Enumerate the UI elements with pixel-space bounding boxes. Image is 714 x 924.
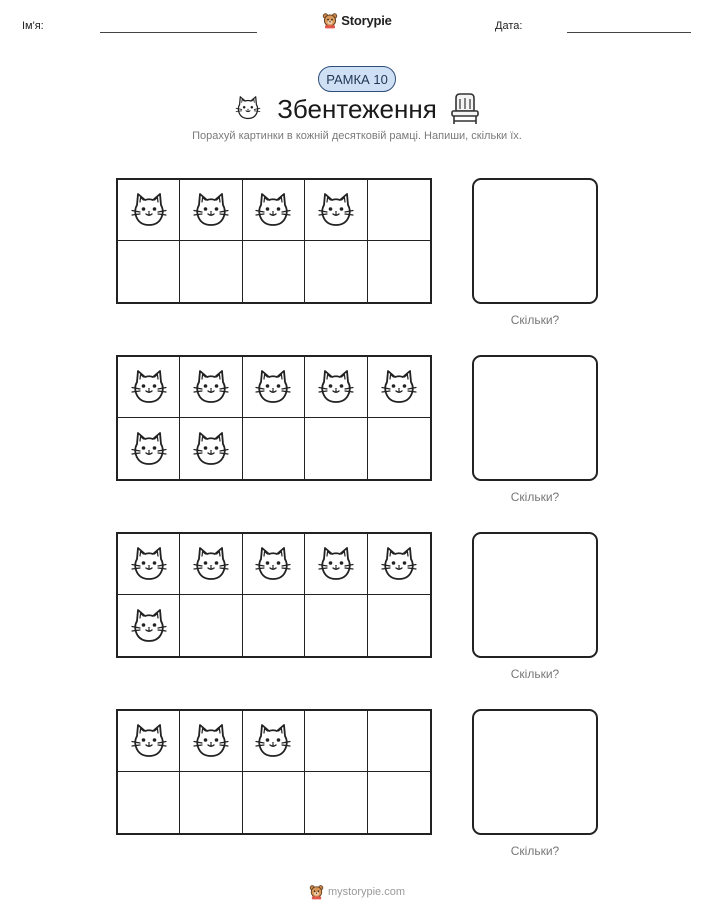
cat-face-icon — [129, 544, 169, 584]
frame-cell — [118, 595, 180, 656]
frame-cell — [368, 711, 430, 772]
frame-cell — [118, 534, 180, 595]
storypie-bear-icon — [322, 12, 338, 29]
answer-box-2[interactable] — [472, 355, 598, 481]
cat-face-icon — [379, 367, 419, 407]
frame-cell — [180, 711, 242, 772]
cat-face-icon — [253, 367, 293, 407]
cat-face-icon — [129, 190, 169, 230]
cat-face-icon — [191, 367, 231, 407]
frame-cell — [180, 534, 242, 595]
frame-cell — [118, 418, 180, 479]
cat-face-icon — [191, 429, 231, 469]
question-label-2: Скільки? — [510, 490, 560, 504]
frame-cell — [180, 241, 242, 302]
cat-face-icon — [191, 721, 231, 761]
frame-cell — [368, 241, 430, 302]
frame-cell — [305, 534, 367, 595]
brand-logo — [0, 12, 714, 29]
frame-cell — [305, 772, 367, 833]
chair-icon — [449, 92, 481, 126]
cat-face-icon — [379, 544, 419, 584]
ten-frame-3 — [116, 532, 432, 658]
frame-cell — [368, 595, 430, 656]
answer-box-1[interactable] — [472, 178, 598, 304]
page-title: Збентеження — [277, 94, 437, 124]
frame-cell — [305, 241, 367, 302]
date-write-line[interactable] — [567, 32, 691, 33]
instructions: Порахуй картинки в кожній десятковій рамці. Напиши, скільки їх. — [192, 130, 522, 142]
frame-cell — [180, 772, 242, 833]
storypie-bear-icon — [309, 884, 324, 900]
frame-cell — [180, 357, 242, 418]
name-label: Ім'я: — [22, 20, 44, 32]
frame-cell — [243, 534, 305, 595]
frame-cell — [243, 180, 305, 241]
cat-face-icon — [253, 544, 293, 584]
footer-url: mystorypie.com — [327, 886, 406, 898]
frame-type-badge: РАМКА 10 — [318, 66, 396, 92]
cat-face-icon — [253, 721, 293, 761]
frame-cell — [180, 595, 242, 656]
frame-cell — [118, 711, 180, 772]
frame-cell — [243, 418, 305, 479]
frame-cell — [118, 772, 180, 833]
cat-face-icon — [129, 606, 169, 646]
frame-cell — [368, 772, 430, 833]
frame-cell — [368, 418, 430, 479]
answer-box-4[interactable] — [472, 709, 598, 835]
cat-face-icon — [316, 544, 356, 584]
ten-frame-2 — [116, 355, 432, 481]
footer — [0, 884, 714, 900]
cat-face-icon — [191, 544, 231, 584]
cat-face-icon — [316, 190, 356, 230]
frame-cell — [118, 241, 180, 302]
date-label: Дата: — [495, 20, 523, 32]
cat-face-icon — [191, 190, 231, 230]
frame-cell — [180, 180, 242, 241]
frame-cell — [305, 357, 367, 418]
frame-cell — [243, 772, 305, 833]
frame-cell — [305, 180, 367, 241]
frame-cell — [305, 595, 367, 656]
ten-frame-4 — [116, 709, 432, 835]
frame-cell — [243, 357, 305, 418]
frame-cell — [243, 711, 305, 772]
cat-face-icon — [253, 190, 293, 230]
question-label-3: Скільки? — [510, 667, 560, 681]
question-label-4: Скільки? — [510, 844, 560, 858]
frame-cell — [305, 711, 367, 772]
frame-cell — [305, 418, 367, 479]
cat-face-icon — [316, 367, 356, 407]
frame-cell — [118, 180, 180, 241]
cat-face-icon — [129, 367, 169, 407]
frame-cell — [180, 418, 242, 479]
name-write-line[interactable] — [100, 32, 257, 33]
cat-face-icon — [129, 721, 169, 761]
cat-face-icon — [129, 429, 169, 469]
frame-cell — [243, 595, 305, 656]
answer-box-3[interactable] — [472, 532, 598, 658]
frame-cell — [118, 357, 180, 418]
frame-cell — [368, 534, 430, 595]
brand-name: Storypie — [341, 13, 392, 28]
frame-cell — [368, 357, 430, 418]
question-label-1: Скільки? — [510, 313, 560, 327]
title-row — [0, 92, 714, 128]
ten-frame-1 — [116, 178, 432, 304]
frame-cell — [243, 241, 305, 302]
frame-cell — [368, 180, 430, 241]
